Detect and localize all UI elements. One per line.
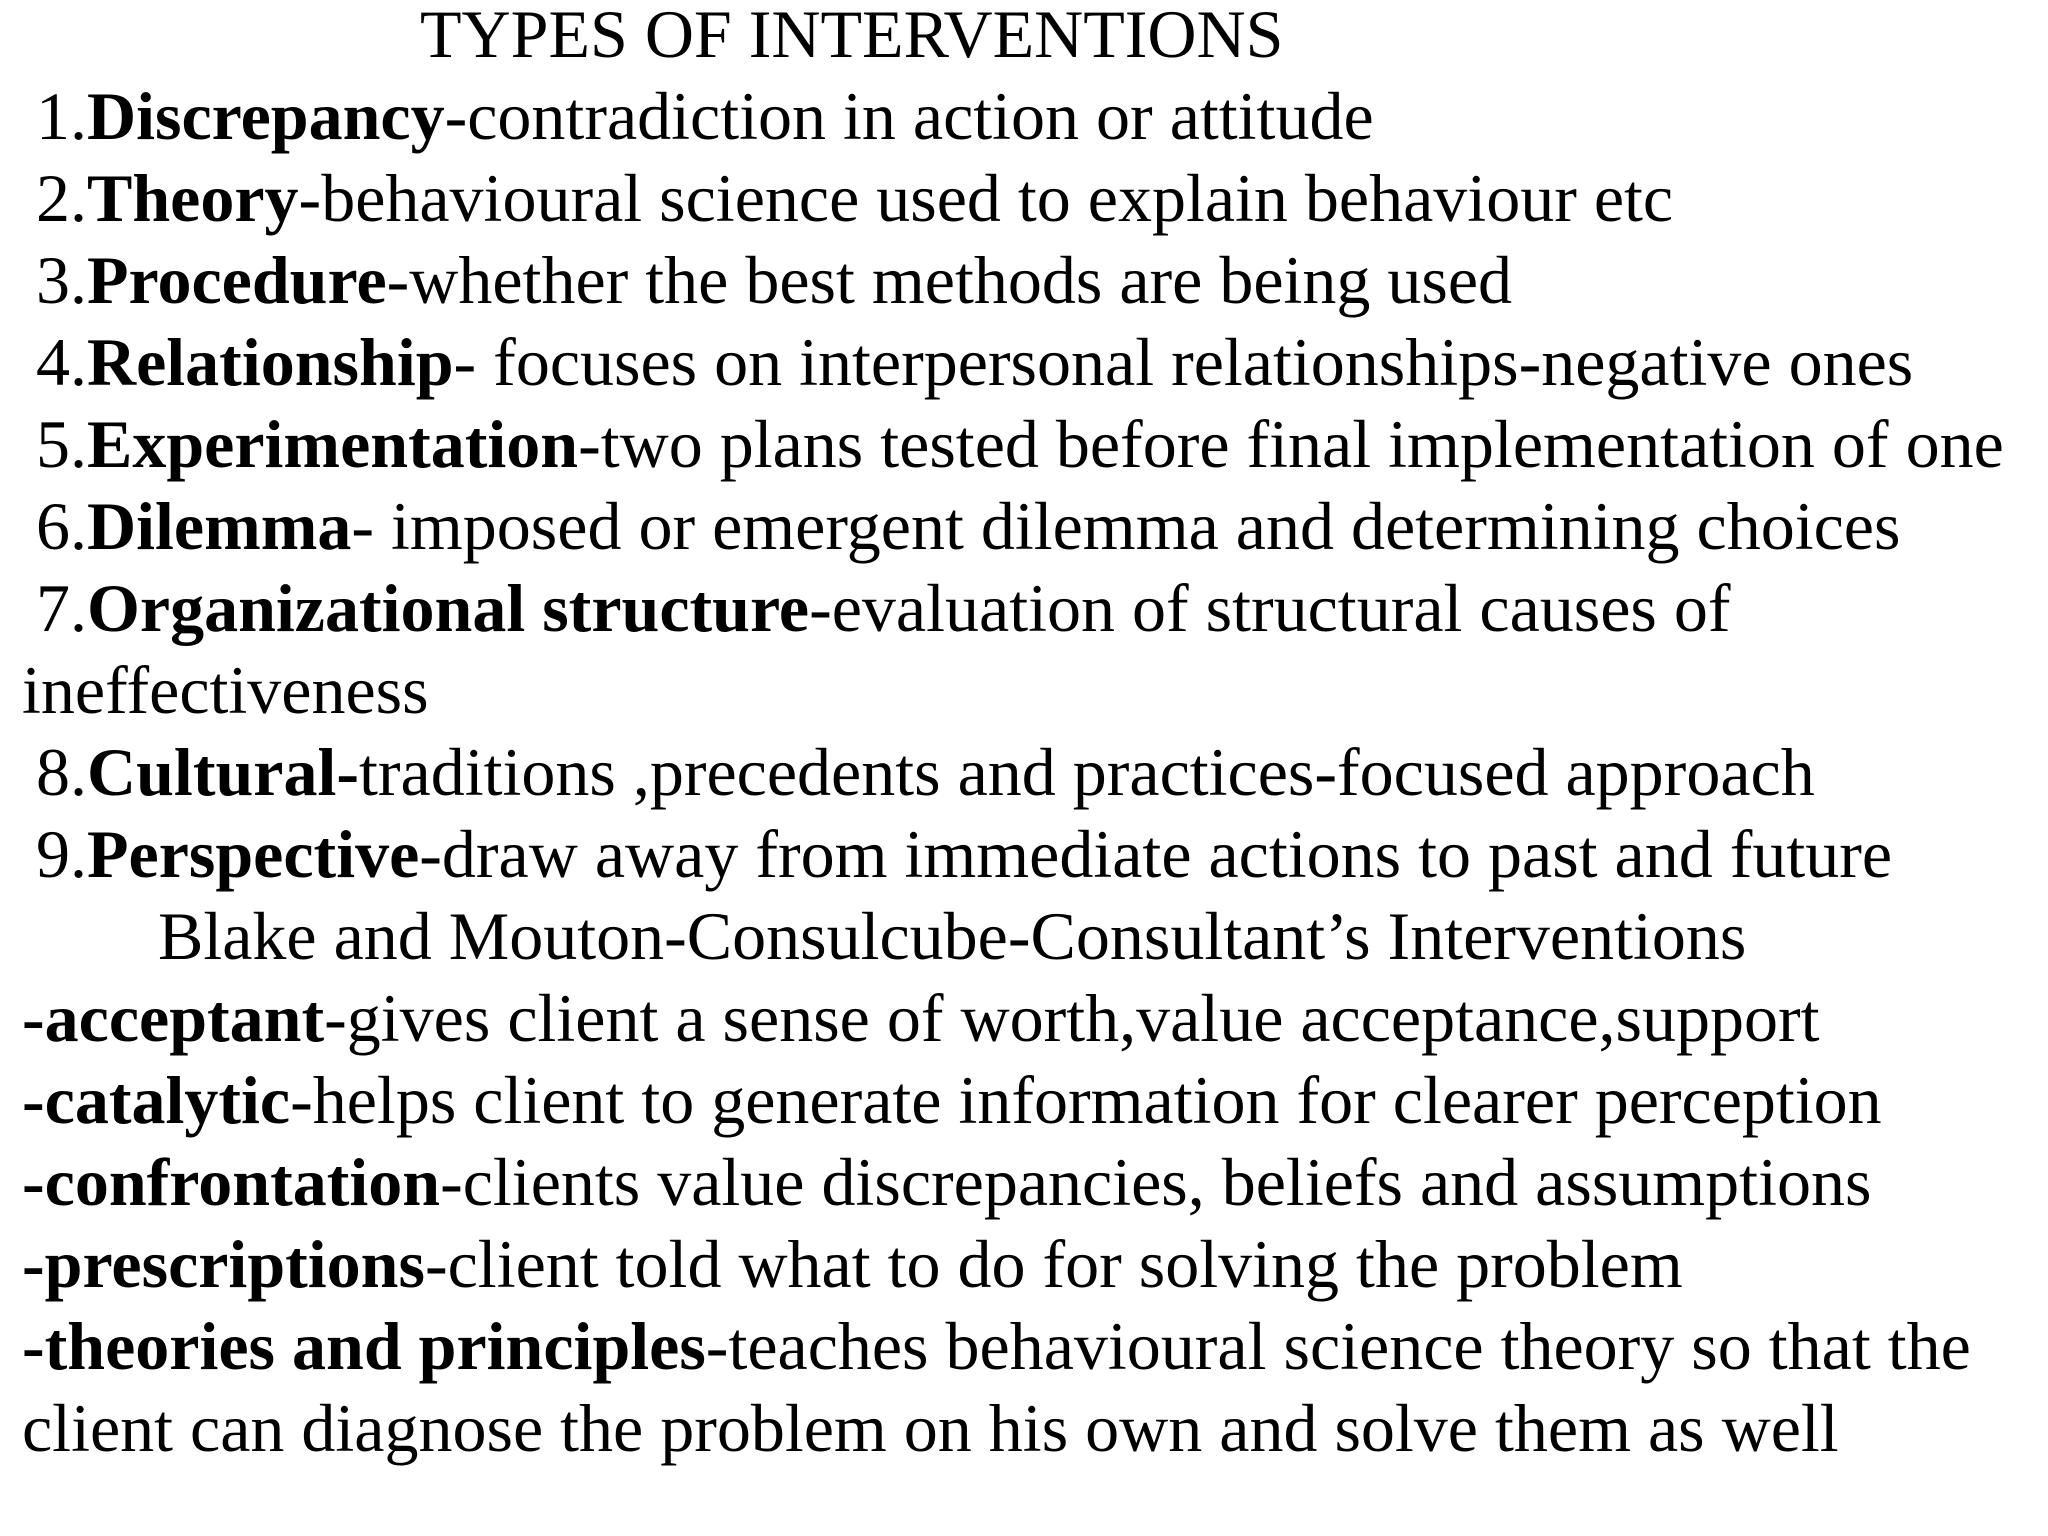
item-term: prescriptions — [44, 1226, 425, 1302]
item-prefix: - — [22, 1226, 45, 1302]
item-number: 9. — [36, 816, 87, 892]
item-description: traditions ,precedents and practices-focused approach — [359, 734, 1815, 810]
intervention-cultural — [36, 732, 1815, 812]
intervention-procedure — [36, 240, 1512, 320]
intervention-perspective — [36, 814, 1892, 894]
item-number: 6. — [36, 488, 87, 564]
consultant-intervention-acceptant — [22, 978, 1820, 1058]
item-description: - focuses on interpersonal relationships-negative ones — [453, 324, 1914, 400]
item-term: Experimentation — [87, 406, 579, 482]
item-term: Cultural- — [87, 734, 359, 810]
item-description: -whether the best methods are being used — [386, 242, 1513, 318]
consultant-intervention-catalytic — [22, 1060, 1882, 1140]
item-description: -client told what to do for solving the problem — [424, 1226, 1683, 1302]
intervention-experimentation — [36, 404, 2004, 484]
item-number: 2. — [36, 160, 87, 236]
item-description: - imposed or emergent dilemma and determining choices — [351, 488, 1901, 564]
item-description-continued: client can diagnose the problem on his own and solve them as well — [22, 1390, 1839, 1466]
item-number: 8. — [36, 734, 87, 810]
item-description: -clients value discrepancies, beliefs and assumptions — [440, 1144, 1872, 1220]
item-number: 7. — [36, 570, 87, 646]
item-term: Relationship — [87, 324, 454, 400]
item-number: 3. — [36, 242, 87, 318]
item-description: -draw away from immediate actions to past and future — [419, 816, 1893, 892]
item-prefix: - — [22, 1144, 45, 1220]
item-number: 1. — [36, 78, 87, 154]
item-term: Discrepancy — [87, 78, 445, 154]
item-description-continued: ineffectiveness — [22, 652, 429, 728]
item-description: -helps client to generate information for clearer perception — [290, 1062, 1882, 1138]
section-subtitle: Blake and Mouton-Consulcube-Consultant’s Interventions — [158, 898, 1747, 974]
item-term: Theory — [87, 160, 299, 236]
item-term: Perspective — [87, 816, 420, 892]
item-term: catalytic — [44, 1062, 291, 1138]
intervention-discrepancy — [36, 76, 1374, 156]
item-term: Organizational structure — [87, 570, 810, 646]
item-prefix: - — [22, 1308, 45, 1384]
intervention-dilemma — [36, 486, 1900, 566]
item-description: -behavioural science used to explain behaviour etc — [298, 160, 1674, 236]
item-prefix: - — [22, 980, 45, 1056]
item-description: -gives client a sense of worth,value acceptance,support — [324, 980, 1820, 1056]
intervention-theory — [36, 158, 1673, 238]
item-description: -two plans tested before final implementation of one — [578, 406, 2004, 482]
item-description: -evaluation of structural causes of — [809, 570, 1731, 646]
item-prefix: - — [22, 1062, 45, 1138]
item-term: Procedure — [87, 242, 387, 318]
item-description: -teaches behavioural science theory so that the — [705, 1308, 1971, 1384]
item-description: -contradiction in action or attitude — [444, 78, 1374, 154]
item-term: theories and principles — [44, 1308, 706, 1384]
item-term: Dilemma — [87, 488, 352, 564]
item-number: 4. — [36, 324, 87, 400]
consultant-intervention-prescriptions — [22, 1224, 1683, 1304]
item-number: 5. — [36, 406, 87, 482]
intervention-organizational-structure — [36, 568, 1731, 648]
item-term: confrontation — [44, 1144, 441, 1220]
intervention-relationship — [36, 322, 1913, 402]
item-term: acceptant — [44, 980, 325, 1056]
consultant-intervention-theories-and-principles — [22, 1306, 1971, 1386]
page-title: TYPES OF INTERVENTIONS — [420, 0, 1284, 72]
consultant-intervention-confrontation — [22, 1142, 1871, 1222]
